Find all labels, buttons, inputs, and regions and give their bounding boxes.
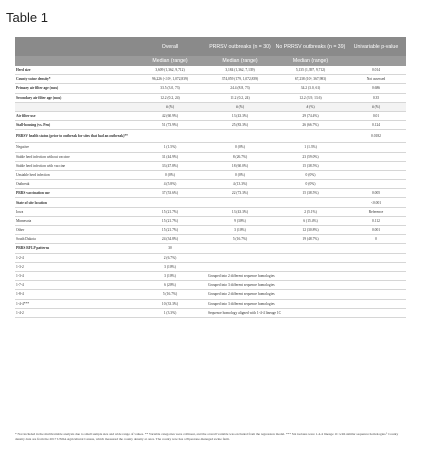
row-label: State of site location xyxy=(15,198,135,207)
table-cell: 51 (73.9%) xyxy=(135,121,205,130)
table-cell xyxy=(275,244,346,253)
table-cell: 24.4 (8.8, 73) xyxy=(205,84,275,93)
table-footnote: * Not included in the multivariable analysis due to small sample size and wide range of values. ** Variable categories were collinear, and the overall variable was excluded from the regression model. *** Six isolates were 1-4-4 lineage 1C with similar sequence homologies.¹ County density data are from the 2017 USDA Agricultural Census, which measured the county density at once. The county now has a Pipestone-managed swine farm. xyxy=(15,432,399,441)
table-cell: 34.2 (3.0, 61) xyxy=(275,84,346,93)
grouped-note-cell: Sequence homology aligned with 1-4-4 lineage 1C xyxy=(205,308,406,317)
row-label: Secondary air filter age (mos) xyxy=(15,93,135,102)
table-cell xyxy=(205,244,275,253)
row-label: Stable herd infection without vaccine xyxy=(15,152,135,161)
table-cell: 24 (34.8%) xyxy=(135,235,205,244)
row-label: 1-4-4*** xyxy=(15,299,135,308)
row-label: PRRS vaccination use xyxy=(15,189,135,198)
table-cell xyxy=(346,244,406,253)
table-cell: 2 (5.1%) xyxy=(275,207,346,216)
table-row xyxy=(15,111,406,120)
data-table xyxy=(15,37,406,318)
table-cell: <0.001 xyxy=(346,198,406,207)
table-cell xyxy=(346,253,406,262)
row-label: Negative xyxy=(15,143,135,152)
grouped-note-cell: Grouped into 3 different sequence homologies xyxy=(205,299,406,308)
row-label: Air filter use xyxy=(15,111,135,120)
row-label: Herd size xyxy=(15,66,135,75)
table-cell: 23 (59.0%) xyxy=(275,152,346,161)
column-header-1: Overall xyxy=(135,37,205,56)
table-row xyxy=(15,308,406,317)
row-label: Stall-housing (vs. Pen) xyxy=(15,121,135,130)
table-row xyxy=(15,121,406,130)
table-row xyxy=(15,152,406,161)
table-cell: 19 (48.7%) xyxy=(275,235,346,244)
table-row xyxy=(15,93,406,102)
table-cell: 4 (13.3%) xyxy=(205,180,275,189)
column-subheader-1: Median (range) xyxy=(135,56,205,66)
table-cell: 0.686 xyxy=(346,84,406,93)
table-row xyxy=(15,290,406,299)
table-cell: 4 (5.8%) xyxy=(135,180,205,189)
table-cell: 0 (0%) xyxy=(205,143,275,152)
table-row xyxy=(15,299,406,308)
row-label: 1-4-2 xyxy=(15,308,135,317)
table-row xyxy=(15,66,406,75)
table-row xyxy=(15,161,406,170)
table-cell xyxy=(346,143,406,152)
table-cell xyxy=(275,198,346,207)
table-cell: 0.01 xyxy=(346,111,406,120)
table-cell: 22 (73.3%) xyxy=(205,189,275,198)
row-label: 1-2-4 xyxy=(15,253,135,262)
column-subheader-3: Median (range) xyxy=(275,56,346,66)
table-cell: # (%) xyxy=(135,102,205,111)
column-header-3: No PRRSV outbreaks (n = 39) xyxy=(275,37,346,56)
table-cell xyxy=(346,180,406,189)
row-label: Outbreak xyxy=(15,180,135,189)
table-header xyxy=(15,37,406,66)
table-cell: 6 (20%) xyxy=(135,281,205,290)
table-row xyxy=(15,262,406,271)
table-row xyxy=(15,102,406,111)
column-header-0 xyxy=(15,37,135,56)
table-row xyxy=(15,198,406,207)
row-label: PRRSV health status (prior to outbreak for sites that had an outbreak)** xyxy=(15,130,135,143)
table-row xyxy=(15,271,406,280)
table-cell: 5,135 (1,397, 9,712) xyxy=(275,66,346,75)
row-label: Unstable herd infection xyxy=(15,170,135,179)
table-cell: 29 (74.4%) xyxy=(275,111,346,120)
table-cell xyxy=(205,130,275,143)
table-row xyxy=(15,84,406,93)
table-cell: 0 (0%) xyxy=(205,170,275,179)
row-label: 1-7-4 xyxy=(15,281,135,290)
table-row xyxy=(15,253,406,262)
table-title: Table 1 xyxy=(6,10,48,25)
table-cell: 5 (16.7%) xyxy=(135,290,205,299)
table-cell: 3,609 (1,362, 9,712) xyxy=(135,66,205,75)
table-cell: 1 (1.3%) xyxy=(275,143,346,152)
table-cell: # (%) xyxy=(346,102,406,111)
table-cell xyxy=(275,130,346,143)
table-cell: 12 (30.8%) xyxy=(275,226,346,235)
table-cell xyxy=(135,130,205,143)
table-cell: 1 (1.5%) xyxy=(135,143,205,152)
grouped-note-cell: Grouped into 3 different sequence homologies xyxy=(205,281,406,290)
table-cell: 0 (0%) xyxy=(135,170,205,179)
table-cell: 1 (3.3%) xyxy=(135,308,205,317)
table-cell: Reference xyxy=(346,207,406,216)
table-container xyxy=(15,37,406,318)
table-cell: 12.2 (0.2, 24) xyxy=(135,93,205,102)
table-cell xyxy=(346,262,406,271)
row-label: South Dakota xyxy=(15,235,135,244)
table-cell: 6 (15.4%) xyxy=(275,216,346,225)
table-row xyxy=(15,235,406,244)
table-cell: Not assessed xyxy=(346,75,406,84)
table-cell: 9 (30%) xyxy=(205,216,275,225)
table-cell: 0.005 xyxy=(346,189,406,198)
table-cell: 26 (66.7%) xyxy=(275,121,346,130)
table-cell: 13 (43.3%) xyxy=(205,111,275,120)
row-label: 1-3-2 xyxy=(15,262,135,271)
table-cell: 5 (16.7%) xyxy=(205,235,275,244)
table-row xyxy=(15,216,406,225)
table-row xyxy=(15,143,406,152)
row-label: Stable herd infection with vaccine xyxy=(15,161,135,170)
table-cell: # (%) xyxy=(205,102,275,111)
row-label xyxy=(15,102,135,111)
table-cell: 0 xyxy=(346,235,406,244)
table-cell: 3 (10%) xyxy=(135,271,205,280)
table-cell: # (%) xyxy=(275,102,346,111)
table-cell: 15 (38.5%) xyxy=(275,161,346,170)
row-label: 1-8-4 xyxy=(15,290,135,299)
table-cell: 0.112 xyxy=(346,216,406,225)
table-cell: 0.014 xyxy=(346,66,406,75)
table-cell: 0.001 xyxy=(346,226,406,235)
row-label: Iowa xyxy=(15,207,135,216)
table-cell: 31 (44.9%) xyxy=(135,152,205,161)
row-label: Minnesota xyxy=(15,216,135,225)
table-cell xyxy=(135,198,205,207)
table-cell: 15 (21.7%) xyxy=(135,226,205,235)
table-cell: 11.2 (0.2, 24) xyxy=(205,93,275,102)
table-cell: 3 (10%) xyxy=(135,262,205,271)
grouped-note-cell: Grouped into 2 different sequence homologies xyxy=(205,271,406,280)
table-cell: 33 (47.8%) xyxy=(135,161,205,170)
table-cell: 96,226 (<10³, 1,072,839) xyxy=(135,75,205,84)
table-cell xyxy=(275,262,346,271)
column-subheader-4 xyxy=(346,56,406,66)
table-cell: 12.2 (3.9, 13.6) xyxy=(275,93,346,102)
table-cell: 3,184 (1,362, 7,139) xyxy=(205,66,275,75)
table-row xyxy=(15,207,406,216)
table-cell xyxy=(346,161,406,170)
table-cell: 13 (43.3%) xyxy=(205,207,275,216)
table-cell: 42 (60.9%) xyxy=(135,111,205,120)
table-cell xyxy=(205,262,275,271)
table-cell: 33.5 (3.0, 73) xyxy=(135,84,205,93)
table-cell: 0 (0%) xyxy=(275,180,346,189)
column-subheader-0 xyxy=(15,56,135,66)
table-cell: 67,238 (10³, 367,983) xyxy=(275,75,346,84)
table-row xyxy=(15,226,406,235)
column-header-2: PRRSV outbreaks (n = 30) xyxy=(205,37,275,56)
table-row xyxy=(15,170,406,179)
table-cell: 0.35 xyxy=(346,93,406,102)
row-label: County swine density* xyxy=(15,75,135,84)
table-cell: 2 (6.7%) xyxy=(135,253,205,262)
table-cell: 8 (26.7%) xyxy=(205,152,275,161)
table-cell xyxy=(346,152,406,161)
table-row xyxy=(15,189,406,198)
table-cell: 25 (83.3%) xyxy=(205,121,275,130)
table-cell: 10 (33.3%) xyxy=(135,299,205,308)
table-row xyxy=(15,281,406,290)
table-cell: 18 (60.0%) xyxy=(205,161,275,170)
table-cell: 3 (10%) xyxy=(205,226,275,235)
row-label: Other xyxy=(15,226,135,235)
table-cell: 30 xyxy=(135,244,205,253)
table-cell: 37 (53.6%) xyxy=(135,189,205,198)
row-label: 1-3-4 xyxy=(15,271,135,280)
table-cell: 374,059 (179, 1,072,839) xyxy=(205,75,275,84)
column-header-4: Univariable p-value xyxy=(346,37,406,56)
table-row xyxy=(15,75,406,84)
table-cell xyxy=(346,170,406,179)
column-subheader-2: Median (range) xyxy=(205,56,275,66)
row-label: Primary air filter age (mos) xyxy=(15,84,135,93)
row-label: PRRS RFLP patterns xyxy=(15,244,135,253)
table-cell: 0.0182 xyxy=(346,130,406,143)
table-cell: 0.124 xyxy=(346,121,406,130)
table-row xyxy=(15,180,406,189)
table-row xyxy=(15,130,406,143)
table-cell: 0 (0%) xyxy=(275,170,346,179)
table-row xyxy=(15,244,406,253)
table-body xyxy=(15,66,406,317)
table-cell: 15 (21.7%) xyxy=(135,216,205,225)
table-cell: 15 (21.7%) xyxy=(135,207,205,216)
table-cell xyxy=(205,198,275,207)
table-cell: 15 (38.5%) xyxy=(275,189,346,198)
table-cell xyxy=(205,253,275,262)
grouped-note-cell: Grouped into 2 different sequence homologies xyxy=(205,290,406,299)
table-cell xyxy=(275,253,346,262)
